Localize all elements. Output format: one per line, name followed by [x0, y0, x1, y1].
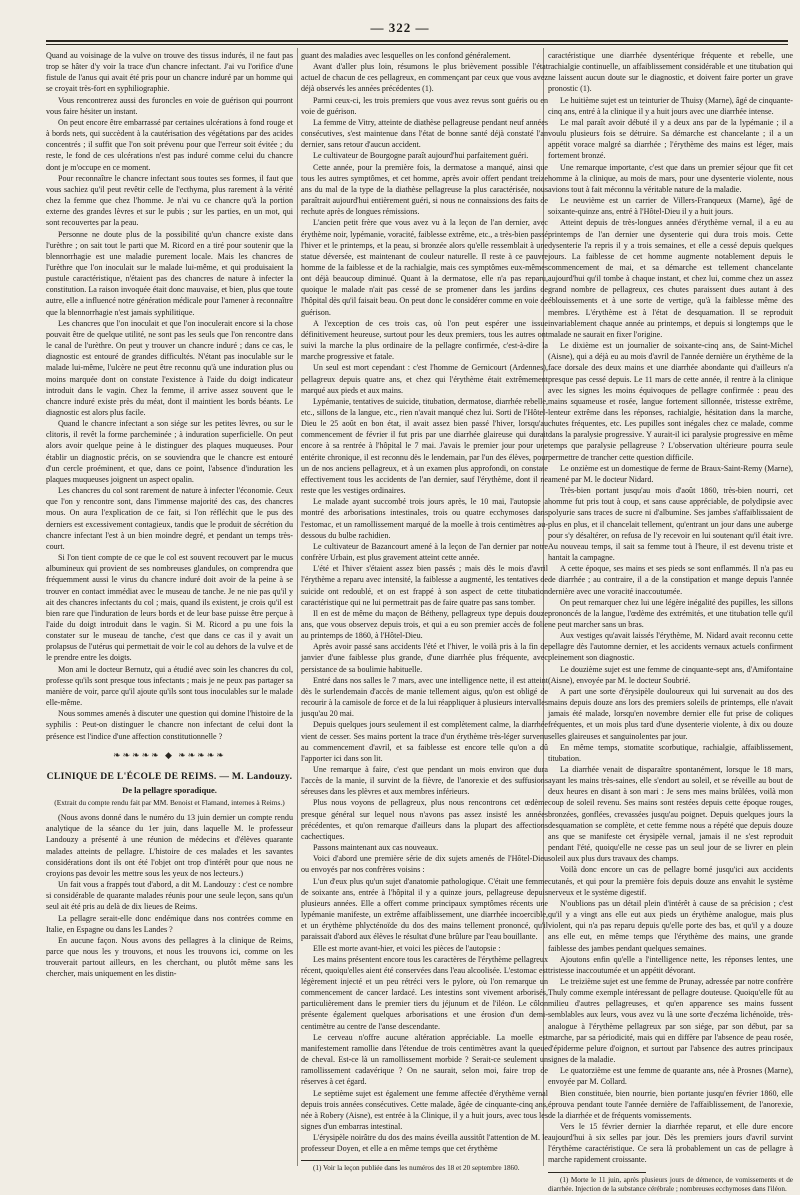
paragraph: Atteint depuis de très-longues années d'érythème vernal, il a eu au printemps de l'an dernier une dysenterie qui dura trois mois. Cette dysenterie l'a repris il y a trois semaines, et elle a cessé depuis quelques jours. La faiblesse de cet homme augmente notablement depuis le commencement de mai, et sa démarche est tellement chancelante aujourd'hui qu'il tombe à chaque instant, et chez lui, comme chez un assez grand nombre de pellagreux, ces chutes paraissent dues autant à des éblouissements et à une sorte de vertige, qu'à la faiblesse même des membres. L'érythème est à l'état de desquamation. Il se reproduit invariablement chaque année au printemps, et depuis si longtemps que le malade ne saurait en fixer l'origine. [548, 218, 793, 339]
header-rule [46, 40, 788, 42]
paragraph: A part une sorte d'érysipèle douloureux qui lui survenait au dos des mains depuis douze ans lors des premiers soleils de printemps, elle n'avait jamais été malade, lorsqu'en novembre dernier elle fut prise de coliques fréquentes, et un mois plus tard d'une dysenterie violente, à dix ou douze selles glaireuses et sanguinolentes par jour. [548, 686, 793, 741]
paragraph: Un seul est mort cependant : c'est l'homme de Gernicourt (Ardennes), pellagreux depuis quatre ans, et chez qui l'érythème était extrêmement marqué aux pieds et aux mains. [301, 363, 548, 395]
paragraph: Parmi ceux-ci, les trois premiers que vous avez revus sont guéris ou en voie de guérison. [301, 95, 548, 116]
paragraph: Quand au voisinage de la vulve on trouve des tissus indurés, il ne faut pas trop se hâter d'y voir la trace d'un chancre infectant. J'ai vu l'orifice d'une fistule de l'anus qui avait été pris pour un chancre induré par un homme qui se croyait très-fort en syphiliographie. [46, 51, 293, 94]
paragraph: L'érysipèle noirâtre du dos des mains éveilla aussitôt l'attention de M. le professeur Doyen, et elle a en même temps que cet érythème [301, 1133, 548, 1154]
paragraph: Vers le 15 février dernier la diarrhée reparut, et elle dure encore aujourd'hui à six selles par jour. Dès les premiers jours d'avril survint l'érythème caractéristique. Ce sera là probablement un cas de pellagre à marche rapidement croissante. [548, 1122, 793, 1165]
paragraph: La pellagre serait-elle donc endémique dans nos contrées comme en Italie, en Espagne ou dans les Landes ? [46, 913, 293, 934]
paragraph: Voici d'abord une première série de dix sujets amenés de l'Hôtel-Dieu ou envoyés par nos confrères voisins : [301, 854, 548, 875]
paragraph: Le cultivateur de Bourgogne paraît aujourd'hui parfaitement guéri. [313, 151, 529, 161]
column-left [46, 50, 293, 1168]
paragraph: Pour reconnaître le chancre infectant sous toutes ses formes, il faut que vous sachiez qu'il peut revêtir celle de l'ecthyma, plus rarement à la vérité chez la femme que chez l'homme. Je n'ai vu ce chancre qu'à la portion externe des grandes lèvres et sur le pubis ; sur les parties, en un mot, qui sont recouvertes par la peau. [46, 173, 293, 228]
paragraph: (Nous avons donné dans le numéro du 13 juin dernier un compte rendu analytique de la séance du 1er juin, dans laquelle M. le professeur Landouzy a présenté à une réunion de médecins et d'élèves quarante malades atteints de pellagre. L'histoire de ces malades et les savantes considérations dont ils ont été l'objet ont trop d'intérêt pour que nous ne croyions pas devoir les mettre sous les yeux de nos lecteurs.) [46, 813, 293, 878]
paragraph: La femme de Vitry, atteinte de diathèse pellagreuse pendant neuf années consécutives, s'est maintenue dans l'état de bonne santé déjà constaté l'an dernier, sans retour d'aucun accident. [301, 117, 548, 150]
paragraph: Le cerveau n'offre aucune altération appréciable. La moelle est manifestement ramollie dans l'étendue de trois centimètres avant la queue de cheval. Est-ce là un ramollissement morbide ? Serait-ce seulement un ramollissement cadavérique ? On ne saurait, selon moi, faire trop de réserves à cet égard. [301, 1032, 548, 1087]
paragraph: N'oublions pas un détail plein d'intérêt à cause de sa précision ; c'est qu'il y a vingt ans elle eut aux pieds un érythème analogue, mais plus violent, qui n'a pas reparu depuis qu'elle porte des bas, et qu'il y a douze ans elle eut, en même temps que l'érythème des mains, une grande faiblesse des jambes pendant quelques semaines. [548, 898, 793, 953]
paragraph: Voilà donc encore un cas de pellagre borné jusqu'ici aux accidents cutanés, et qui pour la première fois depuis douze ans envahit le système nerveux et le système digestif. [548, 865, 793, 897]
paragraph: Le malade ayant succombé trois jours après, le 10 mai, l'autopsie a montré des arborisations intestinales, trois ou quatre ecchymoses dans l'estomac, et un ramollissement marqué de la moelle à trois centimètres au-dessous du bulbe rachidien. [301, 497, 548, 540]
article-title: CLINIQUE DE L'ÉCOLE DE REIMS. — M. Landouzy. [46, 770, 293, 782]
paragraph: Les mains présentent encore tous les caractères de l'érythème pellagreux récent, quoiqu'elles aient été conservées dans l'eau alcoolisée. L'estomac est légèrement injecté et un peu rétréci vers le pylore, où l'on remarque un commencement de cancer lardacé. Les intestins sont vivement arborisés, particulièrement dans le premier tiers du jéjunum et de l'iléon. Le côlon présente également quelques arborisations et une érosion d'un demi-centimètre au centre de l'anse descendante. [301, 954, 548, 1031]
article-subtitle: De la pellagre sporadique. [122, 785, 217, 795]
footnote: (1) Morte le 11 juin, après plusieurs jours de démence, de vomissements et de diarrhée. Injection de la substance cérébrale ; nombreuses ecchymoses dans l'iléon. [548, 1175, 793, 1194]
paragraph: Une remarque à faire, c'est que pendant un mois environ que dura l'accès de la manie, il survint de la fièvre, de l'anorexie et des suffusions séreuses dans les plèvres et aux membres inférieurs. [301, 765, 548, 797]
paragraph: Elle est morte avant-hier, et voici les pièces de l'autopsie : [313, 943, 501, 953]
paragraph: En aucune façon. Nous avons des pellagres à la clinique de Reims, parce que nous les y trouvons, et nous les trouvons ici, comme on les trouverait partout ailleurs, en les cherchant, ou plutôt même sans les chercher, mais uniquement en les distin- [46, 935, 293, 979]
paragraph: En même temps, stomatite scorbutique, rachialgie, affaiblissement, titubation. [548, 742, 793, 763]
paragraph: L'un d'eux plus qu'un sujet d'anatomie pathologique. C'était une femme de soixante ans, entrée à l'hôpital il y a quinze jours, pellagreuse depuis plusieurs années. Elle a offert comme principaux symptômes récents une lypémanie manifeste, un extrême affaiblissement, une diarrhée incoercible, et un érythème phlycténoïde du dos des mains tellement prononcé, qu'il paraissait d'abord aux élèves le résultat d'une brûlure par l'eau bouillante. [301, 876, 548, 942]
paragraph: Il en est de même du maçon de Bétheny, pellagreux type depuis douze ans, que vous observez depuis trois, et qui a eu son premier accès de folie au printemps de 1860, à l'Hôtel-Dieu. [301, 608, 548, 641]
paragraph: Avant d'aller plus loin, résumons le plus brièvement possible l'état actuel de chacun de ces pellagreux, en commençant par ceux que vous avez déjà observés les années précédentes (1). [301, 62, 548, 94]
paragraph: Ajoutons enfin qu'elle a l'intelligence nette, les réponses lentes, une tristesse inaccoutumée et un appétit dévorant. [548, 954, 793, 975]
column-right [548, 50, 793, 1194]
paragraph: Le dixième est un journalier de soixante-cinq ans, de Saint-Michel (Aisne), qui a déjà eu au mois d'avril de l'année dernière un érythème de la face dorsale des deux mains et une diarrhée abondante qui d'ailleurs n'a presque pas cessé depuis. Le 11 mars de cette année, il rentre à la clinique avec les signes les moins équivoques de pellagre confirmée : peau des mains squameuse et rosée, langue fortement sillonnée, tristesse extrême, lenteur extrême dans les réponses, rachialgie, hésitation dans la marche, chutes fréquentes, etc. Les pupilles sont inégales chez ce malade, comme dans la paralysie progressive. Y aurait-il ici paralysie progressive en même temps que paralysie pellagreuse ? L'observation ultérieure pourra seule permettre de trancher cette question difficile. [548, 341, 793, 462]
paragraph: Le quatorzième est une femme de quarante ans, née à Prosnes (Marne), envoyée par M. Collard. [548, 1066, 793, 1087]
paragraph: Le huitième sujet est un teinturier de Thuisy (Marne), âgé de cinquante-cinq ans, entré à la clinique il y a huit jours avec une diarrhée intense. [548, 95, 793, 116]
paragraph: Un fait vous a frappés tout d'abord, a dit M. Landouzy : c'est ce nombre si considérable de quarante malades réunis pour une seule leçon, sans qu'un seul ait été pris au delà de dix lieues de Reims. [46, 880, 293, 912]
paragraph: Après avoir passé sans accidents l'été et l'hiver, le voilà pris à la fin de janvier d'une faiblesse plus grande, d'une diarrhée plus fréquente, avec persistance de sa boulimie habituelle. [301, 642, 548, 674]
header-rule-thin [46, 44, 788, 45]
paragraph: Les chancres du col sont rarement de nature à infecter l'économie. Ceux que l'on y rencontre sont, dans l'immense majorité des cas, des chancres mous. On aura l'explication de ce fait, si l'on réfléchit que le pus des derniers est excessivement contagieux, tandis que le produit de sécrétion du chancre infectant l'est à un bien moindre degré, et pendant un temps très-court. [46, 486, 293, 551]
column-divider [297, 48, 298, 1166]
paragraph: L'été et l'hiver s'étaient assez bien passés ; mais dès le mois d'avril l'érythème a reparu avec intensité, la faiblesse a augmenté, les tentatives de suicide ont redoublé, et on est frappé à son aspect de cette titubation caractéristique qui ne lui permettrait pas de faire quatre pas sans tomber. [301, 564, 548, 607]
paragraph: On peut encore être embarrassé par certaines ulcérations à fond rouge et à bords nets, qui succèdent à la cautérisation des végétations par des acides concentrés ; il suffit que l'on soit prévenu pour que l'erreur soit évitée ; du reste, le fond de ces ulcérations n'est pas induré comme celui du chancre dont je m'occupe en ce moment. [46, 117, 293, 172]
paragraph: Très-bien portant jusqu'au mois d'août 1860, très-bien nourri, cet homme fut pris tout à coup, et sans cause appréciable, de polydipsie avec polyurie sans traces de sucre ni d'albumine. Ses jambes s'affaiblissaient de plus en plus, et il chancelait tellement, qu'entrant un jour dans une auberge pour s'y désaltérer, on refusa de l'y recevoir en lui soutenant qu'il était ivre. Au nouveau temps, il sait sa femme tout à l'heure, il est devenu triste et hantait la campagne. [548, 486, 793, 563]
paragraph: Entré dans nos salles le 7 mars, avec une intelligence nette, il est atteint dès le surlendemain d'accès de manie tellement aigus, qu'on est obligé de recourir à la camisole de force et de la lui réappliquer à plusieurs intervalles jusqu'au 20 mai. [301, 675, 548, 719]
paragraph: On peut remarquer chez lui une légère inégalité des pupilles, les sillons prononcés de la langue, l'œdème des extrémités, et une titubation telle qu'il ne peut marcher sans un bras. [548, 597, 793, 629]
paragraph: caractéristique une diarrhée dysentérique fréquente et rebelle, une rachialgie continuelle, un affaiblissement considérable et une titubation qui ne laissent aucun doute sur le diagnostic, et doivent faire porter un grave pronostic (1). [548, 51, 793, 94]
paragraph: Quand le chancre infectant a son siége sur les petites lèvres, ou sur le clitoris, il revêt la forme parcheminée ; à induration superficielle. On peut alors avoir quelque peine à le distinguer des plaques muqueuses. Pour établir un diagnostic précis, on se souviendra que le chancre est entouré d'un cercle proéminent, et que, dans ce point, l'absence d'induration les plaques muqueuses joignent un aspect opalin. [46, 419, 293, 484]
paragraph: Le treizième sujet est une femme de Prunay, adressée par notre confrère Thuly comme exemple intéressant de pellagre douteuse. Quoiqu'elle fût au milieu d'autres pellagreuses, et qu'en apparence ses mains fussent semblables aux leurs, vous avez vu là une sorte d'eczéma lichénoïde, très-analogue à l'érythème pellagreux par son siége, par son début, par sa marche, par sa périodicité, mais qui en diffère par l'absence de peau rosée, d'épiderme pelure d'oignon, et surtout par l'absence des autres principaux signes de la maladie. [548, 976, 793, 1065]
paragraph: Bien constituée, bien nourrie, bien portante jusqu'en février 1860, elle éprouva pendant toute l'année dernière de l'affaiblissement, de l'anorexie, de la diarrhée et de fréquents vomissements. [548, 1088, 793, 1120]
paragraph: A cette époque, ses mains et ses pieds se sont enflammés. Il n'a pas eu de diarrhée ; au contraire, il a de la constipation et mange depuis l'année dernière avec une voracité inaccoutumée. [548, 564, 793, 596]
paragraph: Cette année, pour la première fois, la dermatose a manqué, ainsi que tous les autres symptômes, et cet homme, après avoir offert pendant treize ans du mal de la type de la diathèse pellagreuse la plus caractérisée, nous paraîtrait aujourd'hui entièrement guéri, si nous ne connaissions des faits de rechute après de longues rémissions. [301, 162, 548, 217]
paragraph: Le mal paraît avoir débuté il y a deux ans par de la lypémanie ; il a voulu plusieurs fois se détruire. Sa démarche est chancelante ; il a un appétit vorace malgré sa diarrhée ; l'érythème des mains est léger, mais fortement bronzé. [548, 117, 793, 161]
paragraph: L'ancien petit frère que vous avez vu à la leçon de l'an dernier, avec érythème noir, lypémanie, voracité, faiblesse extrême, etc., a très-bien passé l'hiver et le printemps, et la peau, si bronzée alors qu'elle ressemblait à une statue déversée, est maintenant de couleur naturelle. Il reste à ce pauvre homme de la faiblesse et de la rachialgie, mais ces symptômes eux-mêmes ont déjà beaucoup diminué. Quant à la dermatose, elle n'a pas reparu, quoique le malade n'ait pas cessé de se promener dans les jardins de l'hôpital dès qu'il faisait beau. On peut donc le considérer comme en voie de guérison. [301, 218, 548, 317]
paragraph: Le septième sujet est également une femme affectée d'érythème vernal depuis trois années consécutives. Cette malade, âgée de cinquante-cinq ans, née à Robery (Aisne), est entrée à la Clinique, il y a huit jours, avec tous les signes d'un embarras intestinal. [301, 1088, 548, 1131]
section-ornament: ❧❧❧❧❧ ◆ ❧❧❧❧❧ [113, 749, 226, 760]
footnote: (1) Voir la leçon publiée dans les numéros des 18 et 20 septembre 1860. [313, 1164, 520, 1173]
page-number: — 322 — [370, 20, 430, 35]
paragraph: Une remarque importante, c'est que dans un premier séjour que fit cet homme à la clinique, au mois de mars, pour une dysenterie violente, nous avions tout à fait méconnu la véritable nature de la maladie. [548, 162, 793, 194]
paragraph: Passons maintenant aux cas nouveaux. [313, 843, 439, 853]
paragraph: Le onzième est un domestique de ferme de Braux-Saint-Remy (Marne), amené par M. le docteur Nidard. [548, 463, 793, 484]
paragraph: Nous sommes amenés à discuter une question qui domine l'histoire de la syphilis : Peut-on distinguer le chancre non infectant de celui dont la présence est l'indice d'une affection constitutionnelle ? [46, 709, 293, 741]
footnote-rule [548, 1172, 646, 1173]
footnote-rule [301, 1160, 400, 1161]
paragraph: La diarrhée venait de disparaître spontanément, lorsque le 18 mars, ayant les mains très-saines, elle s'endort au soleil, et se réveille au bout de deux heures en disant à son mari : Je sens mes mains brûlées, voilà mon coup de soleil revenu. Ses mains sont restées depuis cette époque rouges, bronzées, gonflées, crevassées jusqu'au poignet. Depuis quelques jours la desquamation se complète, et cette femme nous a répété que depuis douze ans que se manifeste cet érysipèle vernal, jamais il ne s'est reproduit pendant l'été, quoiqu'elle ne cesse pas un seul jour de se livrer en plein soleil aux plus durs travaux des champs. [548, 765, 793, 864]
paragraph: Lypémanie, tentatives de suicide, titubation, dermatose, diarrhée rebelle, etc., sillons de la langue, etc., rien n'avait manqué chez lui. Sorti de l'Hôtel-Dieu le 25 août en bon état, il avait assez bien passé l'hiver, lorsqu'au commencement de février il fut pris par une diarrhée glaireuse qui durait encore à sa rentrée à l'hôpital le 7 mai. J'avais le premier jour pour une entérite chronique, il est reconnu dès le lendemain, par l'un des élèves, pour un de nos anciens pellagreux, et à un examen plus approfondi, on constate effectivement tous les accidents de l'an dernier, sauf l'érythème, dont il ne reste que les vestiges ordinaires. [301, 396, 548, 496]
article-origin-note: (Extrait du compte rendu fait par MM. Benoist et Flamand, internes à Reims.) [54, 798, 285, 808]
paragraph: Plus nous voyons de pellagreux, plus nous rencontrons cet œdème presque général sur lequel nous n'avons pas assez insisté les années précédentes, et qu'on remarque d'ailleurs dans la plupart des affections cachectiques. [301, 798, 548, 841]
paragraph: Aux vestiges qu'avait laissés l'érythème, M. Nidard avait reconnu cette pellagre dès l'automne dernier, et les accidents vernaux actuels confirment pleinement son diagnostic. [548, 631, 793, 663]
paragraph: Les chancres que l'on inoculait et que l'on inoculerait encore si la chose pouvait être de quelque utilité, ne sont pas les seuls que l'on rencontre dans le canal de l'urèthre. On peut y trouver un chancre induré ; dans ce cas, le diagnostic est entouré de grandes difficultés. N'étant pas inoculable sur le malade lui-même, l'ulcère ne peut être reconnu qu'à une induration plus ou moins marquée dont on constate l'existence à l'aide du doigt indicateur introduit dans le vagin. Chez la femme, il arrive assez souvent que le chancre induré existe près du méat, dont il maintient les bords béants. Le diagnostic est alors plus facile. [46, 318, 293, 417]
paragraph: guant des maladies avec lesquelles on les confond généralement. [301, 51, 511, 60]
paragraph: Si l'on tient compte de ce que le col est souvent recouvert par le mucus albumineux qui provient de ses nombreuses glandules, on comprendra que fréquemment aussi le virus du chancre induré doit avoir de la peine à se trouver en contact immédiat avec le museau de tanche. Je ne nie pas qu'il y ait des chancres infectants du col ; mais, quand ils existent, je crois qu'il est bien rare que l'induration de leurs bords et de leur base puisse être perçue à l'aide du doigt introduit dans le vagin. Si M. Ricord a pu une fois la constater sur le museau de tanche, c'est que dans ce cas il y avait un prolapsus de l'utérus qui permettait de voir le col au dehors de la vulve et de le prendre entre les doigts. [46, 553, 293, 663]
paragraph: Vous rencontrerez aussi des furoncles en voie de guérison qui pourront vous faire hésiter un instant. [46, 95, 293, 116]
paragraph: Depuis quelques jours seulement il est complètement calme, la diarrhée vient de cesser. Ses mains portent la trace d'un érythème très-léger survenu au commencement d'avril, et sa faiblesse est encore telle qu'on a dû l'apporter ici dans son lit. [301, 720, 548, 763]
paragraph: Le neuvième est un carrier de Villers-Franqueux (Marne), âgé de soixante-quinze ans, entré à l'Hôtel-Dieu il y a huit jours. [548, 196, 793, 217]
paragraph: A l'exception de ces trois cas, où l'on peut espérer une issue définitivement heureuse, surtout pour les deux premiers, tous les autres ont suivi la marche la plus ordinaire de la pellagre confirmée, c'est-à-dire la marche progressive et fatale. [301, 318, 548, 362]
paragraph: Mon ami le docteur Bernutz, qui a étudié avec soin les chancres du col, professe qu'ils sont presque tous infectants ; mais je ne peux pas partager sa manière de voir, parce qu'il ajoute qu'ils sont tous inoculables sur le malade elle-même. [46, 664, 293, 708]
paragraph: Le cultivateur de Bazancourt amené à la leçon de l'an dernier par notre confrère Urbain, est plus gravement atteint cette année. [301, 541, 548, 563]
paragraph: Personne ne doute plus de la possibilité qu'un chancre existe dans l'urèthre ; on sait tout le parti que M. Ricord en a tiré pour soutenir que la blennorrhagie est une maladie purement locale. Mais les chancres de l'urèthre que l'on inoculait sur le malade lui-même, et qui produisaient la pustule caractéristique, n'étaient pas des chancres de nature à infecter la constitution. La raison invoquée était donc mauvaise, et bien, plus que toute autre, elle a influencé notre génération médicale pour l'amener à reconnaître que la blennorrhagie n'est jamais syphilitique. [46, 229, 293, 317]
paragraph: Le douzième sujet est une femme de cinquante-sept ans, d'Amifontaine (Aisne), envoyée par M. le docteur Soubrié. [548, 664, 793, 685]
column-middle [301, 50, 548, 1173]
